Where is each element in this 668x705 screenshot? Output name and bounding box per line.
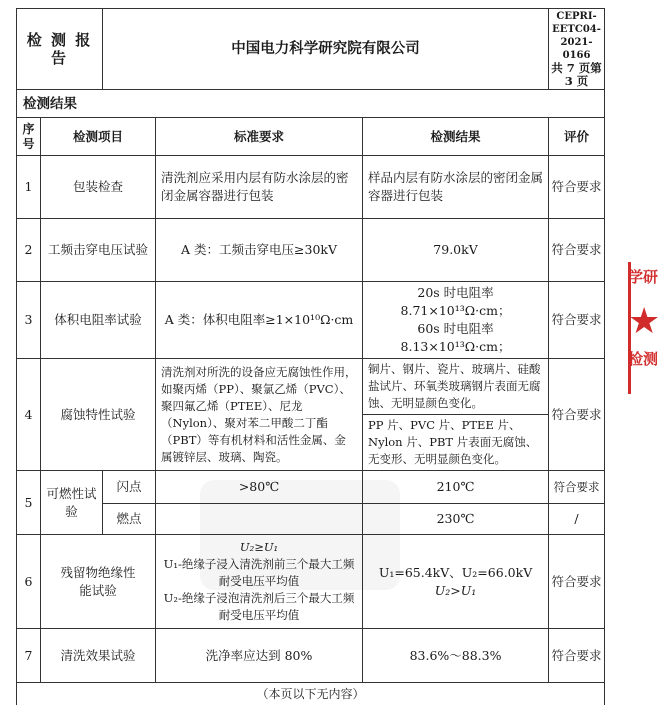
evaluation: / <box>549 504 605 535</box>
column-header-row <box>17 118 605 156</box>
page-indicator: 共 7 页第 3 页 <box>551 61 602 88</box>
results-table <box>16 8 605 705</box>
col-item: 检测项目 <box>41 118 156 156</box>
row-number: 6 <box>17 535 41 629</box>
sub-item-flash-point: 闪点 <box>103 471 156 504</box>
col-result: 检测结果 <box>363 118 549 156</box>
result <box>363 359 549 471</box>
report-code-cell <box>549 9 605 90</box>
test-item: 可燃性试验 <box>41 471 103 535</box>
section-title: 检测结果 <box>17 90 605 118</box>
row-number: 3 <box>17 282 41 359</box>
test-item: 包装检查 <box>41 156 156 219</box>
footer-note: （本页以下无内容） <box>17 683 605 705</box>
evaluation: 符合要求 <box>549 156 605 219</box>
test-item: 体积电阻率试验 <box>41 282 156 359</box>
row-number: 1 <box>17 156 41 219</box>
test-item: 腐蚀特性试验 <box>41 359 156 471</box>
report-header-row <box>17 9 605 90</box>
table-row <box>17 156 605 219</box>
stamp-text-bottom: 检测 <box>628 350 659 368</box>
result-20s: 20s 时电阻率 8.71×10¹³Ω·cm； <box>400 285 511 318</box>
star-icon: ★ <box>628 301 661 342</box>
requirement-formula: U₂≥U₁ <box>239 540 279 554</box>
row-number: 5 <box>17 471 41 535</box>
result <box>363 282 549 359</box>
test-item: 工频击穿电压试验 <box>41 219 156 282</box>
evaluation: 符合要求 <box>549 219 605 282</box>
result: 79.0kV <box>363 219 549 282</box>
row-number: 4 <box>17 359 41 471</box>
result-60s: 60s 时电阻率 8.13×10¹³Ω·cm； <box>400 321 511 354</box>
result-metal: 铜片、钢片、瓷片、玻璃片、硅酸盐试片、环氧类玻璃钢片表面无腐蚀、无明显颜色变化。 <box>363 359 548 415</box>
section-row <box>17 90 605 118</box>
evaluation: 符合要求 <box>549 359 605 471</box>
col-evaluation: 评价 <box>549 118 605 156</box>
test-item: 清洗效果试验 <box>41 629 156 683</box>
watermark-logo <box>200 480 400 590</box>
requirement: 清洗剂对所洗的设备应无腐蚀性作用，如聚丙烯（PP）、聚氯乙烯（PVC）、聚四氟乙烯（PTEE）、尼龙（Nylon）、聚对苯二甲酸二丁酯（PBT）等有机材料和活性金属、金属镀锌层、玻璃、陶瓷。 <box>156 359 363 471</box>
table-row <box>17 219 605 282</box>
result: 83.6%～88.3% <box>363 629 549 683</box>
requirement-u1-definition: U₁-绝缘子浸入清洗剂前三个最大工频耐受电压平均值 <box>163 557 355 588</box>
evaluation: 符合要求 <box>549 471 605 504</box>
table-row <box>17 282 605 359</box>
requirement: A 类：工频击穿电压≥30kV <box>156 219 363 282</box>
organization-name: 中国电力科学研究院有限公司 <box>103 9 549 90</box>
requirement: 洗净率应达到 80% <box>156 629 363 683</box>
test-item: 残留物绝缘性能试验 <box>41 535 156 629</box>
result: 230℃ <box>363 504 549 535</box>
requirement: >80℃ <box>156 471 363 504</box>
col-no: 序号 <box>17 118 41 156</box>
evaluation: 符合要求 <box>549 629 605 683</box>
result: 样品内层有防水涂层的密闭金属容器进行包装 <box>363 156 549 219</box>
requirement-u2-definition: U₂-绝缘子浸泡清洗剂后三个最大工频耐受电压平均值 <box>163 591 355 622</box>
result-voltages: U₁=65.4kV、U₂=66.0kV <box>378 564 533 580</box>
result-comparison: U₂>U₁ <box>434 582 477 598</box>
table-row <box>17 359 605 471</box>
report-code: CEPRI-EETC04-2021-0166 <box>552 11 601 61</box>
table-row <box>17 629 605 683</box>
requirement: 清洗剂应采用内层有防水涂层的密闭金属容器进行包装 <box>156 156 363 219</box>
inspection-stamp <box>628 262 668 432</box>
row-number: 2 <box>17 219 41 282</box>
sub-item-fire-point: 燃点 <box>103 504 156 535</box>
result-polymer: PP 片、PVC 片、PTEE 片、Nylon 片、PBT 片表面无腐蚀、无变形、无明显颜色变化。 <box>368 418 538 466</box>
evaluation: 符合要求 <box>549 535 605 629</box>
col-requirement: 标准要求 <box>156 118 363 156</box>
row-number: 7 <box>17 629 41 683</box>
stamp-text-top: 学研 <box>628 268 659 286</box>
requirement: A 类：体积电阻率≥1×10¹⁰Ω·cm <box>156 282 363 359</box>
footer-row <box>17 683 605 705</box>
report-title: 检 测 报 告 <box>17 9 103 90</box>
report-page <box>16 8 604 705</box>
result: 210℃ <box>363 471 549 504</box>
evaluation: 符合要求 <box>549 282 605 359</box>
